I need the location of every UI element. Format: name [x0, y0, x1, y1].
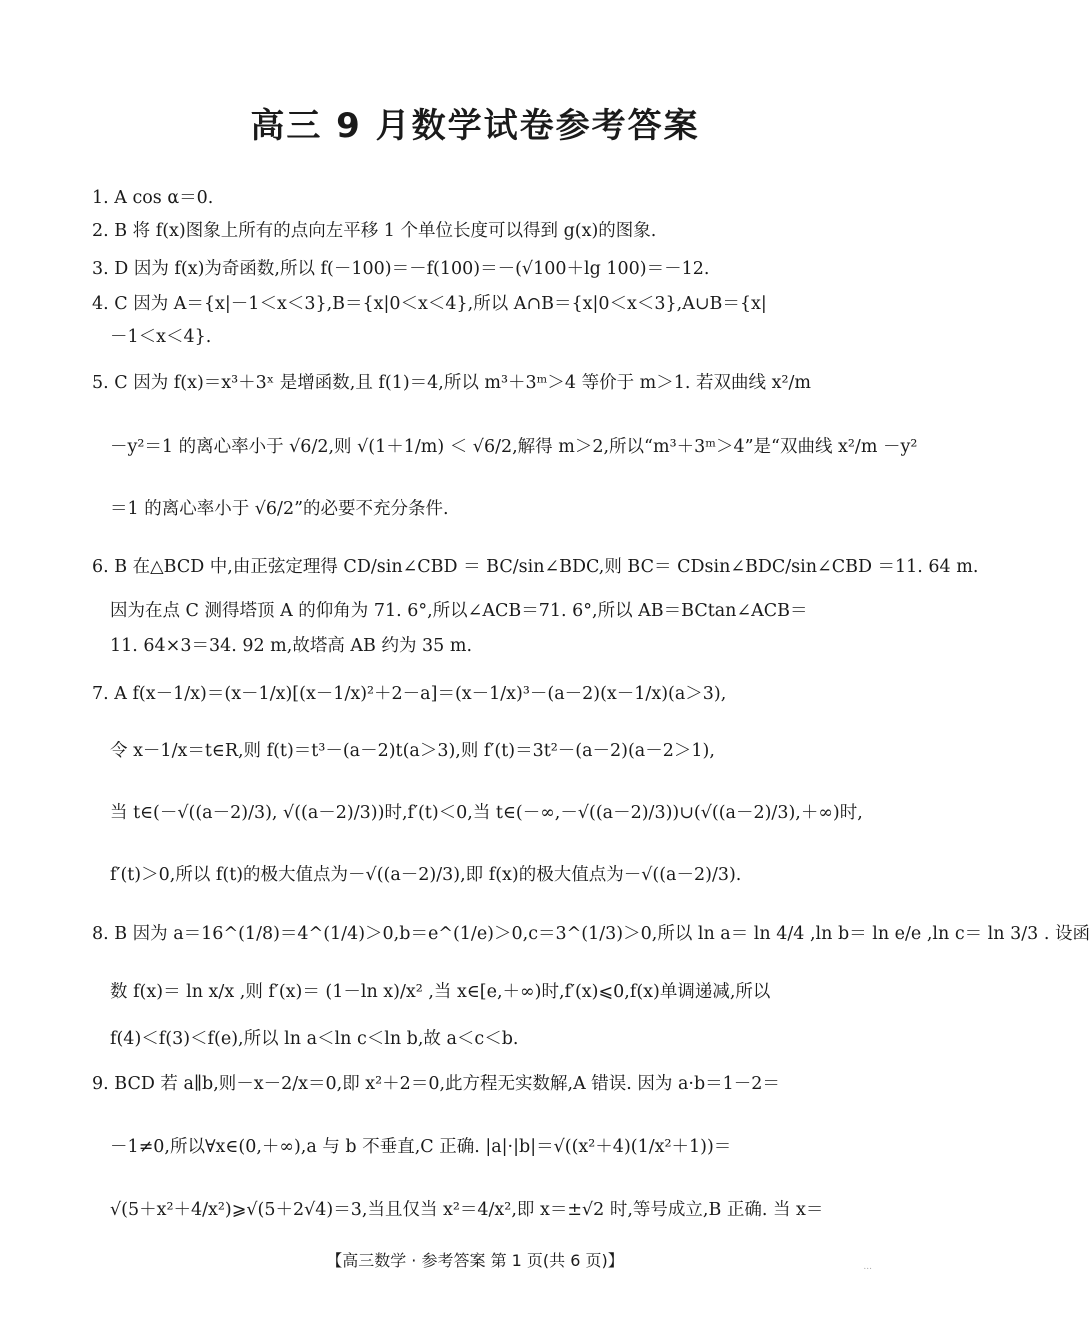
- answer-7-cont-2: 当 t∈(－√((a－2)/3), √((a－2)/3))时,f′(t)＜0,当 t∈(－∞,－√((a－2)/3))∪(√((a－2)/3),＋∞)时,: [110, 803, 863, 823]
- answer-5-cont-2: ＝1 的离心率小于 √6/2”的必要不充分条件.: [110, 499, 449, 519]
- answer-6-cont-1: 因为在点 C 测得塔顶 A 的仰角为 71. 6°,所以∠ACB＝71. 6°,所以 AB＝BCtan∠ACB＝: [110, 601, 808, 621]
- answer-8: 8. B 因为 a＝16^(1/8)＝4^(1/4)＞0,b＝e^(1/e)＞0,c＝3^(1/3)＞0,所以 ln a＝ ln 4/4 ,ln b＝ ln e/e ,ln c＝ ln 3/3 . 设函: [92, 924, 1090, 944]
- answer-3: 3. D 因为 f(x)为奇函数,所以 f(－100)＝－f(100)＝－(√100＋lg 100)＝－12.: [92, 259, 710, 279]
- answer-9: 9. BCD 若 a∥b,则－x－2/x＝0,即 x²＋2＝0,此方程无实数解,A 错误. 因为 a·b＝1－2＝: [92, 1074, 780, 1094]
- answer-5-cont-1: －y²＝1 的离心率小于 √6/2,则 √(1＋1/m) ＜ √6/2,解得 m＞2,所以“m³＋3ᵐ＞4”是“双曲线 x²/m －y²: [110, 437, 918, 457]
- answer-4-cont: －1＜x＜4}.: [110, 327, 212, 347]
- answer-5: 5. C 因为 f(x)＝x³＋3ˣ 是增函数,且 f(1)＝4,所以 m³＋3ᵐ＞4 等价于 m＞1. 若双曲线 x²/m: [92, 373, 811, 393]
- page-title: 高三 9 月数学试卷参考答案: [250, 106, 700, 146]
- answer-7-cont-3: f′(t)＞0,所以 f(t)的极大值点为－√((a－2)/3),即 f(x)的极大值点为－√((a－2)/3).: [110, 865, 742, 885]
- answer-8-cont-1: 数 f(x)＝ ln x/x ,则 f′(x)＝ (1－ln x)/x² ,当 x∈[e,＋∞)时,f′(x)⩽0,f(x)单调递减,所以: [110, 982, 771, 1002]
- answer-8-cont-2: f(4)＜f(3)＜f(e),所以 ln a＜ln c＜ln b,故 a＜c＜b.: [110, 1029, 519, 1049]
- answer-7: 7. A f(x－1/x)＝(x－1/x)[(x－1/x)²＋2－a]＝(x－1/x)³－(a－2)(x－1/x)(a＞3),: [92, 684, 727, 704]
- answer-6: 6. B 在△BCD 中,由正弦定理得 CD/sin∠CBD ＝ BC/sin∠BDC,则 BC＝ CDsin∠BDC/sin∠CBD ＝11. 64 m.: [92, 557, 979, 577]
- answer-7-cont-1: 令 x－1/x＝t∈R,则 f(t)＝t³－(a－2)t(a＞3),则 f′(t)＝3t²－(a－2)(a－2＞1),: [110, 741, 715, 761]
- answer-6-cont-2: 11. 64×3＝34. 92 m,故塔高 AB 约为 35 m.: [110, 636, 473, 656]
- answer-1: 1. A cos α＝0.: [92, 188, 214, 208]
- answer-9-cont-2: √(5＋x²＋4/x²)⩾√(5＋2√4)＝3,当且仅当 x²＝4/x²,即 x＝±√2 时,等号成立,B 正确. 当 x＝: [110, 1200, 824, 1220]
- footer-mark: ...: [863, 1262, 872, 1272]
- page-footer: 【高三数学 · 参考答案 第 1 页(共 6 页)】: [326, 1251, 624, 1270]
- answer-4: 4. C 因为 A＝{x|－1＜x＜3},B＝{x|0＜x＜4},所以 A∩B＝{x|0＜x＜3},A∪B＝{x|: [92, 294, 767, 314]
- answer-9-cont-1: －1≠0,所以∀x∈(0,＋∞),a 与 b 不垂直,C 正确. |a|·|b|＝√((x²＋4)(1/x²＋1))＝: [110, 1137, 732, 1157]
- answer-2: 2. B 将 f(x)图象上所有的点向左平移 1 个单位长度可以得到 g(x)的图象.: [92, 221, 657, 241]
